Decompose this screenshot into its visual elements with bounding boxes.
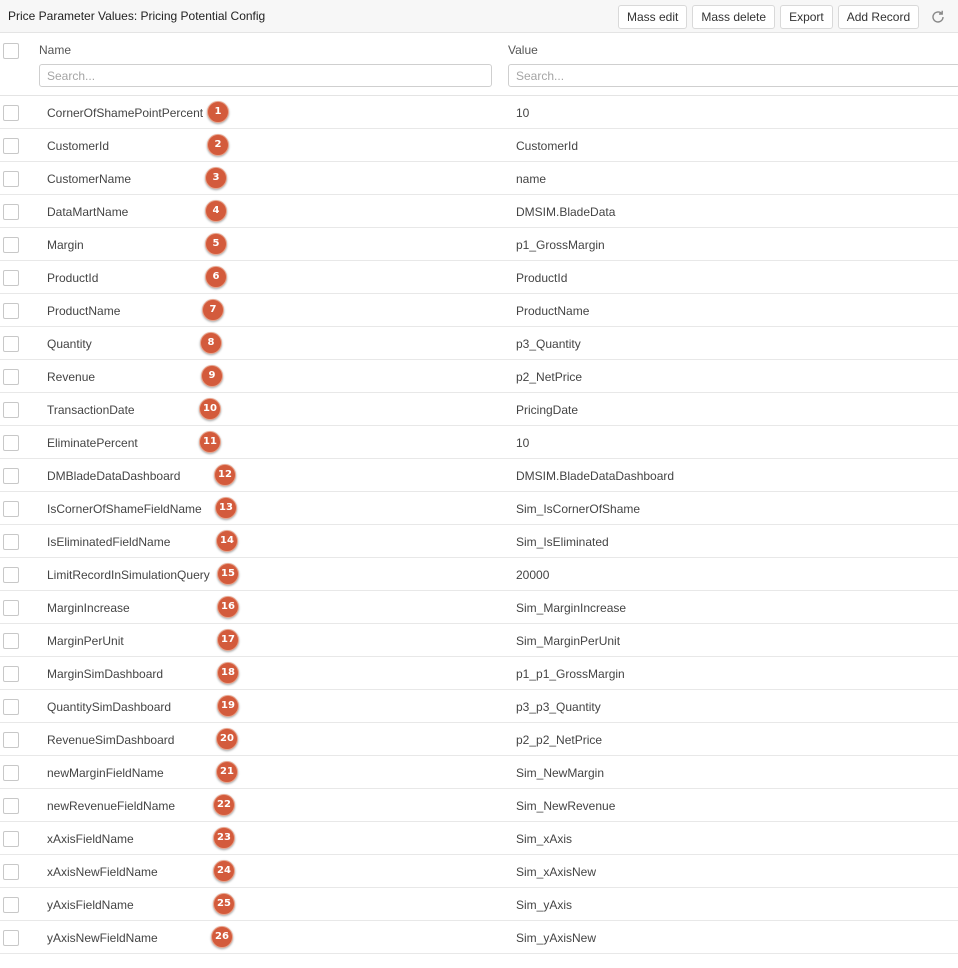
row-number-badge: 22 (213, 794, 235, 816)
parameter-value-cell: PricingDate (516, 403, 579, 417)
parameter-value-cell: p2_p2_NetPrice (516, 733, 603, 747)
row-checkbox[interactable] (3, 105, 19, 121)
table-row[interactable] (0, 624, 958, 657)
row-checkbox[interactable] (3, 501, 19, 517)
row-checkbox[interactable] (3, 237, 19, 253)
table-row[interactable] (0, 96, 958, 129)
parameter-name-cell: xAxisFieldName (47, 832, 134, 846)
table-row[interactable] (0, 195, 958, 228)
parameter-name-cell: CustomerId (47, 139, 110, 153)
parameter-name-cell: MarginPerUnit (47, 634, 124, 648)
row-number-badge: 12 (214, 464, 236, 486)
table-row[interactable] (0, 525, 958, 558)
refresh-icon[interactable] (929, 8, 947, 26)
row-number-badge: 4 (205, 200, 227, 222)
parameter-name-cell: yAxisFieldName (47, 898, 134, 912)
parameter-name-cell: IsEliminatedFieldName (47, 535, 171, 549)
parameter-name-cell: xAxisNewFieldName (47, 865, 158, 879)
table-row[interactable] (0, 261, 958, 294)
row-checkbox[interactable] (3, 600, 19, 616)
row-number-badge: 26 (211, 926, 233, 948)
mass-delete-button[interactable]: Mass delete (692, 5, 775, 29)
table-header (0, 34, 958, 96)
row-number-badge: 13 (215, 497, 237, 519)
parameter-name-cell: LimitRecordInSimulationQuery (47, 568, 210, 582)
parameter-value-cell: p3_p3_Quantity (516, 700, 601, 714)
row-number-badge: 2 (207, 134, 229, 156)
row-number-badge: 20 (216, 728, 238, 750)
row-number-badge: 1 (207, 101, 229, 123)
row-number-badge: 17 (217, 629, 239, 651)
table-row[interactable] (0, 360, 958, 393)
parameter-value-cell: Sim_NewMargin (516, 766, 605, 780)
parameter-value-cell: 10 (516, 436, 530, 450)
row-number-badge: 7 (202, 299, 224, 321)
row-number-badge: 8 (200, 332, 222, 354)
parameter-name-cell: CustomerName (47, 172, 132, 186)
row-number-badge: 18 (217, 662, 239, 684)
row-number-badge: 25 (213, 893, 235, 915)
parameter-value-cell: p3_Quantity (516, 337, 581, 351)
row-number-badge: 24 (213, 860, 235, 882)
export-button[interactable]: Export (780, 5, 833, 29)
mass-edit-button[interactable]: Mass edit (618, 5, 687, 29)
title-bar (0, 0, 958, 33)
parameter-name-cell: RevenueSimDashboard (47, 733, 175, 747)
table-row[interactable] (0, 393, 958, 426)
value-search-input[interactable] (508, 64, 958, 87)
parameter-name-cell: newMarginFieldName (47, 766, 164, 780)
row-number-badge: 19 (217, 695, 239, 717)
row-checkbox[interactable] (3, 435, 19, 451)
parameter-value-cell: Sim_NewRevenue (516, 799, 616, 813)
row-number-badge: 11 (199, 431, 221, 453)
table-row[interactable] (0, 921, 958, 954)
row-number-badge: 23 (213, 827, 235, 849)
parameter-name-cell: TransactionDate (47, 403, 135, 417)
row-checkbox[interactable] (3, 567, 19, 583)
parameter-name-cell: MarginIncrease (47, 601, 130, 615)
table-row[interactable] (0, 822, 958, 855)
table-row[interactable] (0, 558, 958, 591)
parameter-name-cell: Quantity (47, 337, 92, 351)
parameter-value-cell: p1_p1_GrossMargin (516, 667, 625, 681)
parameter-value-cell: 10 (516, 106, 530, 120)
parameter-name-cell: MarginSimDashboard (47, 667, 164, 681)
table-row[interactable] (0, 129, 958, 162)
row-checkbox[interactable] (3, 897, 19, 913)
page-title: Price Parameter Values: Pricing Potential Config (8, 9, 266, 23)
parameter-value-cell: ProductId (516, 271, 568, 285)
parameter-name-cell: EliminatePercent (47, 436, 138, 450)
table-row[interactable] (0, 327, 958, 360)
parameter-name-cell: DataMartName (47, 205, 129, 219)
parameter-value-cell: p2_NetPrice (516, 370, 583, 384)
parameter-name-cell: yAxisNewFieldName (47, 931, 158, 945)
column-header-value[interactable]: Value (508, 43, 538, 57)
row-checkbox[interactable] (3, 732, 19, 748)
parameter-value-cell: DMSIM.BladeDataDashboard (516, 469, 675, 483)
parameter-value-cell: Sim_xAxis (516, 832, 573, 846)
row-number-badge: 14 (216, 530, 238, 552)
row-checkbox[interactable] (3, 369, 19, 385)
parameter-value-cell: Sim_yAxis (516, 898, 573, 912)
row-checkbox[interactable] (3, 303, 19, 319)
column-header-name[interactable]: Name (39, 43, 72, 57)
row-checkbox[interactable] (3, 402, 19, 418)
parameter-value-cell: Sim_yAxisNew (516, 931, 597, 945)
row-checkbox[interactable] (3, 204, 19, 220)
parameter-value-cell: 20000 (516, 568, 550, 582)
parameter-value-cell: name (516, 172, 547, 186)
parameter-name-cell: ProductId (47, 271, 99, 285)
parameter-name-cell: Margin (47, 238, 84, 252)
table-row[interactable] (0, 756, 958, 789)
row-checkbox[interactable] (3, 633, 19, 649)
row-number-badge: 16 (217, 596, 239, 618)
parameter-name-cell: QuantitySimDashboard (47, 700, 172, 714)
parameter-value-cell: Sim_MarginPerUnit (516, 634, 621, 648)
row-number-badge: 21 (216, 761, 238, 783)
row-checkbox[interactable] (3, 864, 19, 880)
name-search-input[interactable] (39, 64, 492, 87)
parameter-name-cell: DMBladeDataDashboard (47, 469, 181, 483)
row-number-badge: 5 (205, 233, 227, 255)
row-checkbox[interactable] (3, 468, 19, 484)
parameter-name-cell: newRevenueFieldName (47, 799, 176, 813)
row-checkbox[interactable] (3, 336, 19, 352)
table-row[interactable] (0, 690, 958, 723)
select-all-checkbox[interactable] (3, 43, 19, 59)
table-row[interactable] (0, 723, 958, 756)
parameter-name-cell: IsCornerOfShameFieldName (47, 502, 202, 516)
table-row[interactable] (0, 426, 958, 459)
parameter-value-cell: DMSIM.BladeData (516, 205, 616, 219)
row-checkbox[interactable] (3, 270, 19, 286)
parameter-value-cell: Sim_MarginIncrease (516, 601, 627, 615)
table-row[interactable] (0, 789, 958, 822)
row-checkbox[interactable] (3, 171, 19, 187)
parameter-value-cell: CustomerId (516, 139, 579, 153)
parameter-name-cell: ProductName (47, 304, 121, 318)
parameter-value-cell: Sim_xAxisNew (516, 865, 597, 879)
row-number-badge: 6 (205, 266, 227, 288)
row-checkbox[interactable] (3, 831, 19, 847)
row-checkbox[interactable] (3, 699, 19, 715)
table-row[interactable] (0, 294, 958, 327)
row-number-badge: 3 (205, 167, 227, 189)
table-row[interactable] (0, 459, 958, 492)
row-number-badge: 9 (201, 365, 223, 387)
table-body (0, 96, 958, 954)
parameter-name-cell: CornerOfShamePointPercent (47, 106, 204, 120)
parameter-value-cell: ProductName (516, 304, 590, 318)
row-checkbox[interactable] (3, 930, 19, 946)
table-row[interactable] (0, 162, 958, 195)
row-checkbox[interactable] (3, 666, 19, 682)
table-row[interactable] (0, 855, 958, 888)
row-checkbox[interactable] (3, 138, 19, 154)
toolbar (618, 5, 958, 29)
parameter-name-cell: Revenue (47, 370, 96, 384)
row-number-badge: 15 (217, 563, 239, 585)
table-row[interactable] (0, 657, 958, 690)
row-number-badge: 10 (199, 398, 221, 420)
add-record-button[interactable]: Add Record (838, 5, 919, 29)
table-row[interactable] (0, 492, 958, 525)
table-row[interactable] (0, 228, 958, 261)
table-row[interactable] (0, 888, 958, 921)
parameter-value-cell: Sim_IsEliminated (516, 535, 609, 549)
row-checkbox[interactable] (3, 765, 19, 781)
row-checkbox[interactable] (3, 798, 19, 814)
parameter-value-cell: p1_GrossMargin (516, 238, 605, 252)
row-checkbox[interactable] (3, 534, 19, 550)
table-row[interactable] (0, 591, 958, 624)
parameter-value-cell: Sim_IsCornerOfShame (516, 502, 641, 516)
